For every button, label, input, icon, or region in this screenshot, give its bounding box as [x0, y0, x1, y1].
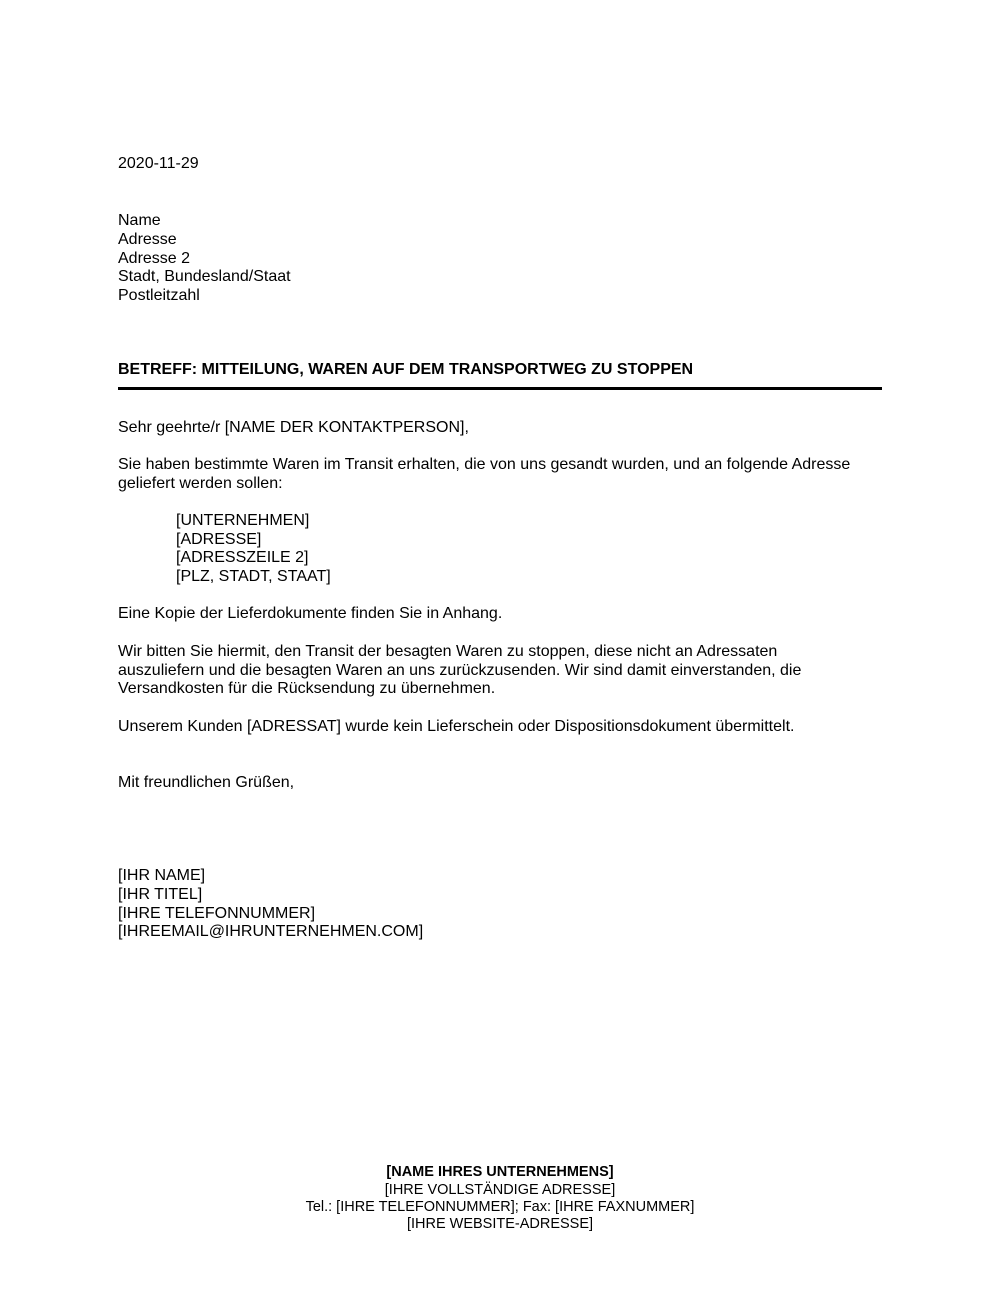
signature-phone: [IHRE TELEFONNUMMER]: [118, 905, 316, 922]
paragraph-line: geliefert werden sollen:: [118, 475, 283, 492]
recipient-city-state: Stadt, Bundesland/Staat: [118, 268, 291, 285]
recipient-address: Adresse: [118, 231, 177, 248]
footer-company: [NAME IHRES UNTERNEHMENS]: [386, 1164, 614, 1180]
footer-contact: Tel.: [IHRE TELEFONNUMMER]; Fax: [IHRE FAXNUMMER]: [305, 1199, 695, 1215]
paragraph-line: auszuliefern und die besagten Waren an uns zurückzusenden. Wir sind damit einverstanden, die: [118, 662, 802, 679]
subject-divider: [118, 387, 882, 390]
delivery-address: [ADRESSE]: [176, 531, 262, 548]
signature-title: [IHR TITEL]: [118, 886, 203, 903]
recipient-zip: Postleitzahl: [118, 287, 200, 304]
delivery-zip-city-state: [PLZ, STADT, STAAT]: [176, 568, 331, 585]
delivery-company: [UNTERNEHMEN]: [176, 512, 310, 529]
subject-line: BETREFF: MITTEILUNG, WAREN AUF DEM TRANSPORTWEG ZU STOPPEN: [118, 361, 694, 378]
paragraph-line: Sie haben bestimmte Waren im Transit erhalten, die von uns gesandt wurden, und an folgende Adresse: [118, 456, 851, 473]
closing: Mit freundlichen Grüßen,: [118, 774, 295, 791]
paragraph-line: Versandkosten für die Rücksendung zu übernehmen.: [118, 680, 496, 697]
paragraph-line: Wir bitten Sie hiermit, den Transit der besagten Waren zu stoppen, diese nicht an Adressaten: [118, 643, 778, 660]
footer-address: [IHRE VOLLSTÄNDIGE ADRESSE]: [384, 1182, 616, 1198]
paragraph-customer: Unserem Kunden [ADRESSAT] wurde kein Lieferschein oder Dispositionsdokument übermittelt.: [118, 718, 795, 735]
footer-website: [IHRE WEBSITE-ADRESSE]: [406, 1216, 594, 1232]
signature-email: [IHREEMAIL@IHRUNTERNEHMEN.COM]: [118, 923, 424, 940]
paragraph-attachment: Eine Kopie der Lieferdokumente finden Sie in Anhang.: [118, 605, 503, 622]
recipient-name: Name: [118, 212, 161, 229]
letter-date: 2020-11-29: [118, 155, 199, 172]
salutation: Sehr geehrte/r [NAME DER KONTAKTPERSON],: [118, 419, 469, 436]
delivery-address2: [ADRESSZEILE 2]: [176, 549, 309, 566]
signature-name: [IHR NAME]: [118, 867, 206, 884]
recipient-address2: Adresse 2: [118, 250, 191, 267]
